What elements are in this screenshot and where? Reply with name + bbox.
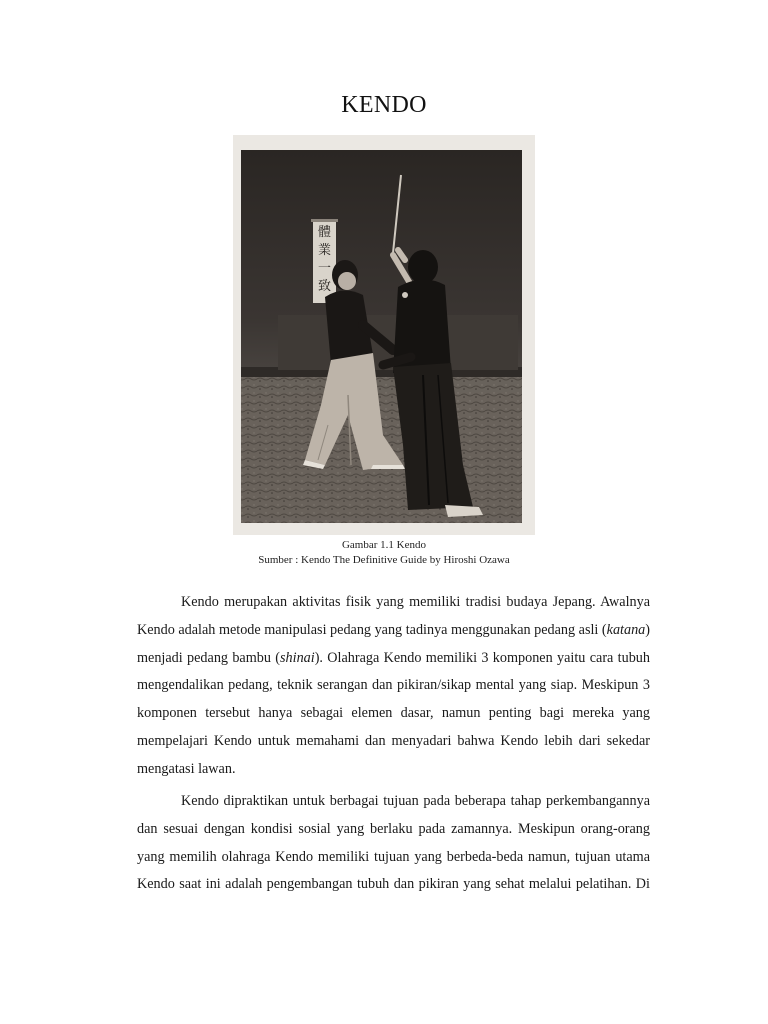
scroll-glyph: 一 xyxy=(317,261,332,276)
page-title: KENDO xyxy=(341,92,427,118)
paragraph-line: Kendo merupakan aktivitas fisik yang memiliki tradisi budaya Jepang. Awalnya xyxy=(181,594,650,610)
kendo-photo xyxy=(233,135,535,535)
paragraph-line: mengendalikan pedang, teknik serangan dan pikiran/sikap mental yang siap. Meskipun 3 xyxy=(137,677,650,694)
figure-caption-source: Sumber : Kendo The Definitive Guide by Hiroshi Ozawa xyxy=(258,554,510,566)
scroll-glyph: 致 xyxy=(317,279,332,294)
paragraph-line: yang memilih olahraga Kendo memiliki tujuan yang berbeda-beda namun, tujuan utama xyxy=(137,848,650,865)
paragraph-1 xyxy=(137,589,650,784)
scroll-glyph: 業 xyxy=(317,243,332,258)
paragraph-line: komponen tersebut hanya sebagai elemen dasar, namun penting bagi mereka yang xyxy=(137,705,650,722)
paragraph-line: mengatasi lawan. xyxy=(137,760,236,777)
scroll-glyph: 體 xyxy=(317,225,332,240)
figure-caption-title: Gambar 1.1 Kendo xyxy=(341,539,426,551)
paragraph-line: Kendo adalah metode manipulasi pedang yang tadinya menggunakan pedang asli (katana) xyxy=(137,621,650,638)
paragraph-line: mempelajari Kendo untuk memahami dan menyadari bahwa Kendo lebih dari sekedar xyxy=(137,732,650,749)
paragraph-line: Kendo dipraktikan untuk berbagai tujuan pada beberapa tahap perkembangannya xyxy=(181,793,650,809)
paragraph-line: dan sesuai dengan kondisi sosial yang berlaku pada zamannya. Meskipun orang-orang xyxy=(137,820,650,837)
paragraph-2 xyxy=(137,788,650,899)
paragraph-line: Kendo saat ini adalah pengembangan tubuh dan pikiran yang sehat melalui pelatihan. Di xyxy=(137,876,650,893)
kendo-photo-illustration xyxy=(233,135,535,535)
paragraph-line: menjadi pedang bambu (shinai). Olahraga Kendo memiliki 3 komponen yaitu cara tubuh xyxy=(137,649,650,666)
